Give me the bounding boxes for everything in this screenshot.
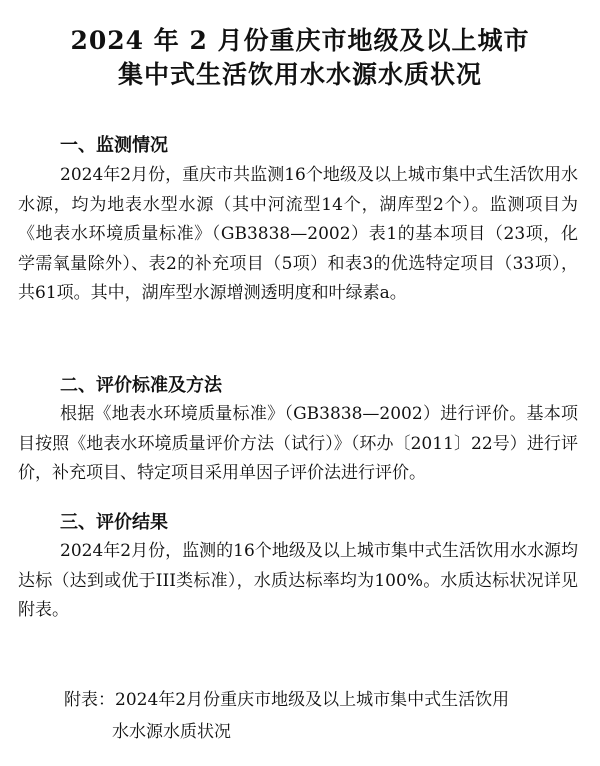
document-title-line-2: 集中式生活饮用水水源水质状况 [117,60,482,89]
document-title-line-1: 2024 年 2 月份重庆市地级及以上城市 [70,26,530,55]
section-heading-standards: 二、评价标准及方法 [60,375,222,396]
section-body-standards: 根据《地表水环境质量标准》（GB3838—2002）进行评价。基本项目按照《地表水环境质量评价方法（试行）》（环办〔2011〕22号）进行评价，补充项目、特定项目采用单因子评价法进行评价。 [18,404,578,483]
appendix-line-2: 水水源水质状况 [112,722,231,742]
section-body-results: 2024年2月份，监测的16个地级及以上城市集中式生活饮用水水源均达标（达到或优于III类标准），水质达标率均为100%。水质达标状况详见附表。 [18,541,578,620]
appendix-note [64,684,584,748]
section-heading-results: 三、评价结果 [60,512,168,533]
appendix-line-1: 附表：2024年2月份重庆市地级及以上城市集中式生活饮用 [64,690,510,710]
section-heading-monitoring: 一、监测情况 [60,135,168,156]
section-body-monitoring: 2024年2月份，重庆市共监测16个地级及以上城市集中式生活饮用水水源，均为地表水型水源（其中河流型14个，湖库型2个）。监测项目为《地表水环境质量标准》（GB3838—2002）表1的基本项目（23项，化学需氧量除外）、表2的补充项目（5项）和表3的优选特定项目（33项），共61项。其中，湖库型水源增测透明度和叶绿素a。 [18,165,578,303]
